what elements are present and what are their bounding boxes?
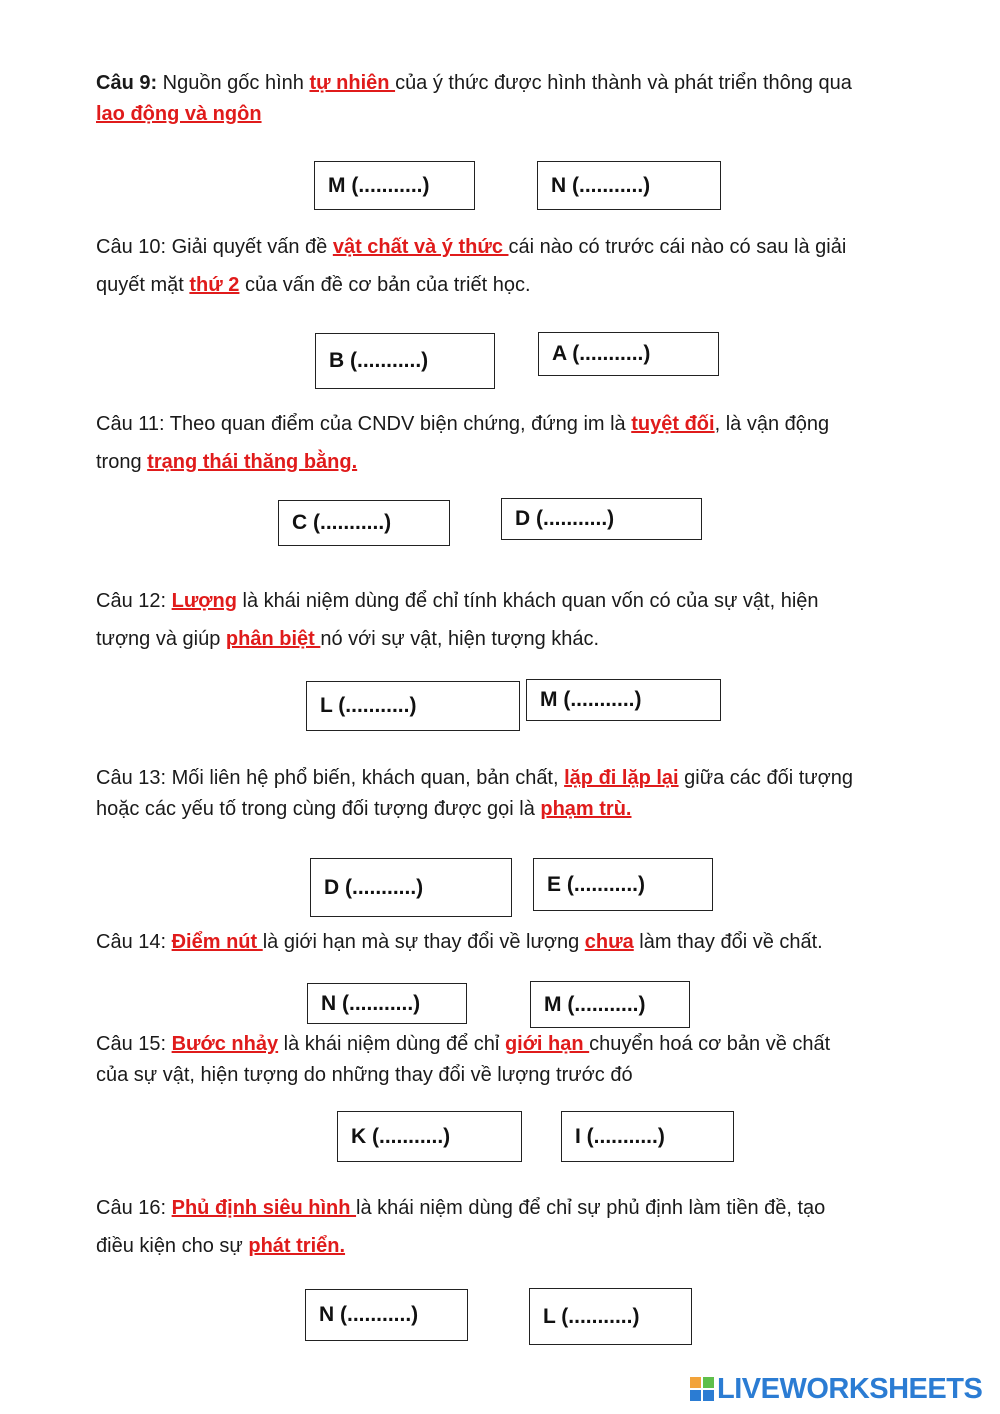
question-text: của sự vật, hiện tượng do những thay đổi về lượng trước đó (96, 1064, 633, 1086)
question-line (96, 272, 930, 310)
question-line (96, 101, 930, 132)
highlighted-term: phạm trù. (540, 798, 632, 820)
question-text: điều kiện cho sự (96, 1235, 249, 1257)
answer-box[interactable]: I (...........) (561, 1111, 734, 1162)
answer-box[interactable]: M (...........) (526, 679, 721, 721)
highlighted-term: giới hạn (504, 1033, 590, 1055)
question-text: làm thay đổi về chất. (633, 931, 823, 953)
question-text: Câu 12: (96, 590, 172, 612)
answer-box[interactable]: L (...........) (306, 681, 520, 731)
answer-box[interactable]: K (...........) (337, 1111, 522, 1162)
answer-box[interactable]: B (...........) (315, 333, 495, 389)
question-line (96, 1233, 930, 1271)
question-text: cái nào có trước cái nào có sau là giải (508, 236, 847, 258)
answer-box[interactable]: A (...........) (538, 332, 719, 376)
question-line (96, 626, 930, 664)
question-text: Câu 16: (96, 1197, 172, 1219)
question-text: là giới hạn mà sự thay đổi về lượng (262, 931, 585, 953)
highlighted-term: tuyệt đối (631, 413, 715, 435)
highlighted-term: lặp đi lặp lại (564, 767, 679, 789)
question-line (96, 765, 930, 796)
liveworksheets-logo[interactable] (690, 1372, 982, 1406)
question-text: hoặc các yếu tố trong cùng đối tượng được gọi là (96, 798, 541, 820)
question-text: Câu 10: Giải quyết vấn đề (96, 236, 333, 258)
question-text: Câu 15: (96, 1033, 172, 1055)
logo-mark-icon (690, 1377, 714, 1401)
question-text: Nguồn gốc hình (157, 72, 310, 94)
question-q14 (96, 929, 930, 960)
highlighted-term: Điểm nút (171, 931, 263, 953)
question-text: tượng và giúp (96, 628, 226, 650)
question-line (96, 1062, 930, 1093)
highlighted-term: Lượng (171, 590, 237, 612)
highlighted-term: lao động và ngôn (96, 103, 262, 125)
question-q12 (96, 588, 930, 664)
answer-box[interactable]: N (...........) (305, 1289, 468, 1341)
question-line (96, 234, 930, 272)
question-text: Câu 11: Theo quan điểm của CNDV biện chứng, đứng im là (96, 413, 632, 435)
answer-box[interactable]: C (...........) (278, 500, 450, 546)
answer-box[interactable]: N (...........) (537, 161, 721, 210)
question-text: là khái niệm dùng để chỉ sự phủ định làm tiền đề, tạo (356, 1197, 826, 1219)
question-line (96, 796, 930, 827)
highlighted-term: Bước nhảy (171, 1033, 279, 1055)
answer-box[interactable]: E (...........) (533, 858, 713, 911)
question-line (96, 411, 930, 449)
answer-box[interactable]: D (...........) (501, 498, 702, 540)
question-text: của vấn đề cơ bản của triết học. (239, 274, 531, 296)
question-label: Câu 9: (96, 72, 158, 94)
question-q9 (96, 70, 930, 132)
question-text: là khái niệm dùng để chỉ (278, 1033, 505, 1055)
answer-box[interactable]: M (...........) (314, 161, 475, 210)
question-line (96, 588, 930, 626)
highlighted-term: trạng thái thăng bằng. (147, 451, 358, 473)
question-q11 (96, 411, 930, 487)
highlighted-term: Phủ định siêu hình (171, 1197, 357, 1219)
question-q15 (96, 1031, 930, 1093)
question-line (96, 70, 930, 101)
question-text: giữa các đối tượng (678, 767, 854, 789)
question-text: Câu 14: (96, 931, 172, 953)
question-text: Câu 13: Mối liên hệ phổ biến, khách quan, bản chất, (96, 767, 565, 789)
answer-box[interactable]: L (...........) (529, 1288, 692, 1345)
answer-box[interactable]: D (...........) (310, 858, 512, 917)
highlighted-term: phân biệt (225, 628, 321, 650)
highlighted-term: phát triển. (248, 1235, 346, 1257)
brand-name: LIVEWORKSHEETS (717, 1372, 983, 1405)
answer-box[interactable]: M (...........) (530, 981, 690, 1028)
question-q10 (96, 234, 930, 310)
question-text: , là vận động (714, 413, 830, 435)
question-q13 (96, 765, 930, 827)
question-text: trong (96, 451, 148, 473)
question-line (96, 1031, 930, 1062)
question-q16 (96, 1195, 930, 1271)
answer-box[interactable]: N (...........) (307, 983, 467, 1024)
question-text: của ý thức được hình thành và phát triển thông qua (395, 72, 852, 94)
highlighted-term: tự nhiên (309, 72, 396, 94)
question-text: nó với sự vật, hiện tượng khác. (320, 628, 600, 650)
question-text: quyết mặt (96, 274, 190, 296)
highlighted-term: vật chất và ý thức (332, 236, 509, 258)
question-line (96, 449, 930, 487)
question-line (96, 1195, 930, 1233)
question-line (96, 929, 930, 960)
highlighted-term: thứ 2 (189, 274, 240, 296)
question-text: chuyển hoá cơ bản về chất (589, 1033, 831, 1055)
question-text: là khái niệm dùng để chỉ tính khách quan vốn có của sự vật, hiện (236, 590, 819, 612)
highlighted-term: chưa (584, 931, 634, 953)
